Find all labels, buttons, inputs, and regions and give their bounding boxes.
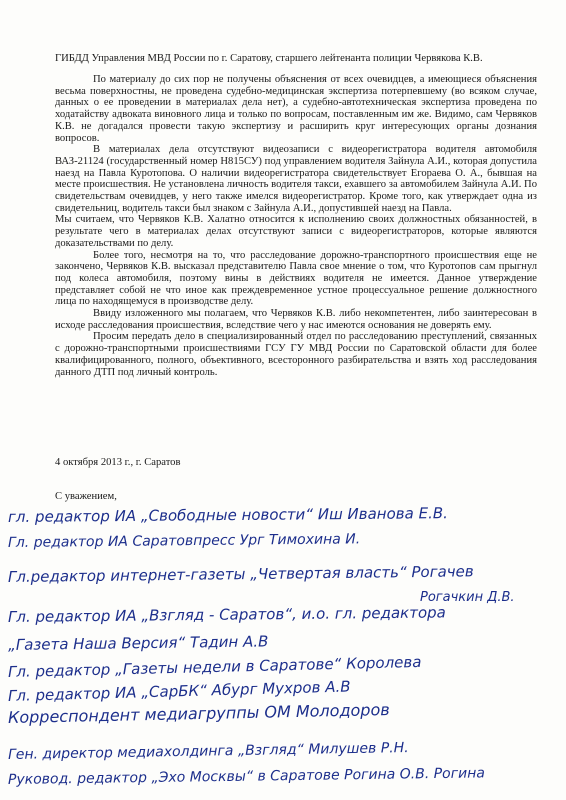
date-line: 4 октября 2013 г., г. Саратов	[55, 457, 181, 468]
signature-line: Рогачкин Д.В.	[420, 590, 515, 605]
paragraph: Более того, несмотря на то, что расследование дорожно-транспортного происшествия еще не закончено, Червяков К.В. высказал представителю Павла свое мнение о том, что Куротопов сам прыгнул под колеса автомобиля, поэтому вины в действиях водителя не имеется. Данное утверждение представляет собой не что иное как преждевременное устное процессуальное решение должностного лица по находящемуся в производстве делу.	[55, 249, 537, 308]
closing-line: С уважением,	[55, 491, 117, 502]
signature-line: гл. редактор ИА „Свободные новости“ Иш Иванова Е.В.	[7, 504, 448, 526]
signature-line: Гл.редактор интернет-газеты „Четвертая власть“ Рогачев	[7, 562, 474, 586]
signature-line: Гл. редактор „Газеты недели в Саратове“ Королева	[7, 652, 422, 681]
addressee-header	[55, 53, 537, 65]
signature-line: Руковод. редактор „Эхо Москвы“ в Саратове Рогина О.В. Рогина	[7, 765, 486, 788]
signature-line: Гл. редактор ИА „СарБК“ Абург Мухров А.В	[7, 677, 351, 705]
signature-line: Гл. редактор ИА „Взгляд - Саратов“, и.о. гл. редактора	[7, 603, 446, 626]
signature-line: Ген. директор медиахолдинга „Взгляд“ Милушев Р.Н.	[7, 740, 409, 763]
paragraph: По материалу до сих пор не получены объяснения от всех очевидцев, а имеющиеся объяснения весьма поверхностны, не проведена судебно-медицинская экспертиза потерпевшему (во всяком случае, данных о ее проведении в материалах дела нет), а судебно-автотехническая экспертиза проведена по ходатайству адвоката виновного лица и только по вопросам, поставленным им же. Видимо, сам Червяков К.В. не догадался провести такую экспертизу и расширить круг интересующих органы дознания вопросов.	[55, 74, 537, 144]
paragraph: В материалах дела отсутствуют видеозаписи с видеорегистратора водителя автомобиля ВАЗ-21124 (государственный номер Н815СУ) под управлением водителя Зайнула А.И., которая допустила наезд на Павла Куротопова. О наличии видеорегистратора свидетельствует Егораева О. А., бывшая на месте происшествия. Не установлена личность водителя такси, ехавшего за автомобилем Зайнула А.И. По свидетельствам очевидцев, у него также имелся видеорегистратор. Кроме того, как утверждает одна из свидетельниц, водитель такси был знаком с Зайнула А.И., допустившей наезд на Павла.	[55, 144, 537, 214]
paragraph: Мы считаем, что Червяков К.В. Халатно относится к исполнению своих должностных обязанностей, в результате чего в материалах делах отсутствуют записи с видеорегистраторов, которые являются доказательствами по делу.	[55, 214, 537, 249]
signature-line: Корреспондент медиагруппы ОМ Молодоров	[7, 700, 390, 727]
signature-line: „Газета Наша Версия“ Тадин А.В	[7, 632, 269, 654]
letter-body	[55, 74, 537, 378]
addressee-line: ГИБДД Управления МВД России по г. Саратову, старшего лейтенанта полиции Червякова К.В.	[55, 53, 483, 64]
paragraph: Ввиду изложенного мы полагаем, что Червяков К.В. либо некомпетентен, либо заинтересован в исходе расследования происшествия, вследствие чего у нас имеются основания не доверять ему.	[55, 308, 537, 331]
signature-line: Гл. редактор ИА Саратовпресс Ург Тимохина И.	[7, 531, 361, 551]
paragraph: Просим передать дело в специализированный отдел по расследованию преступлений, связанных с дорожно-транспортными происшествиями ГСУ ГУ МВД России по Саратовской области для более квалифицированного, полного, объективного, всесторонного разбирательства и взять ход расследования данного ДТП под личный контроль.	[55, 331, 537, 378]
